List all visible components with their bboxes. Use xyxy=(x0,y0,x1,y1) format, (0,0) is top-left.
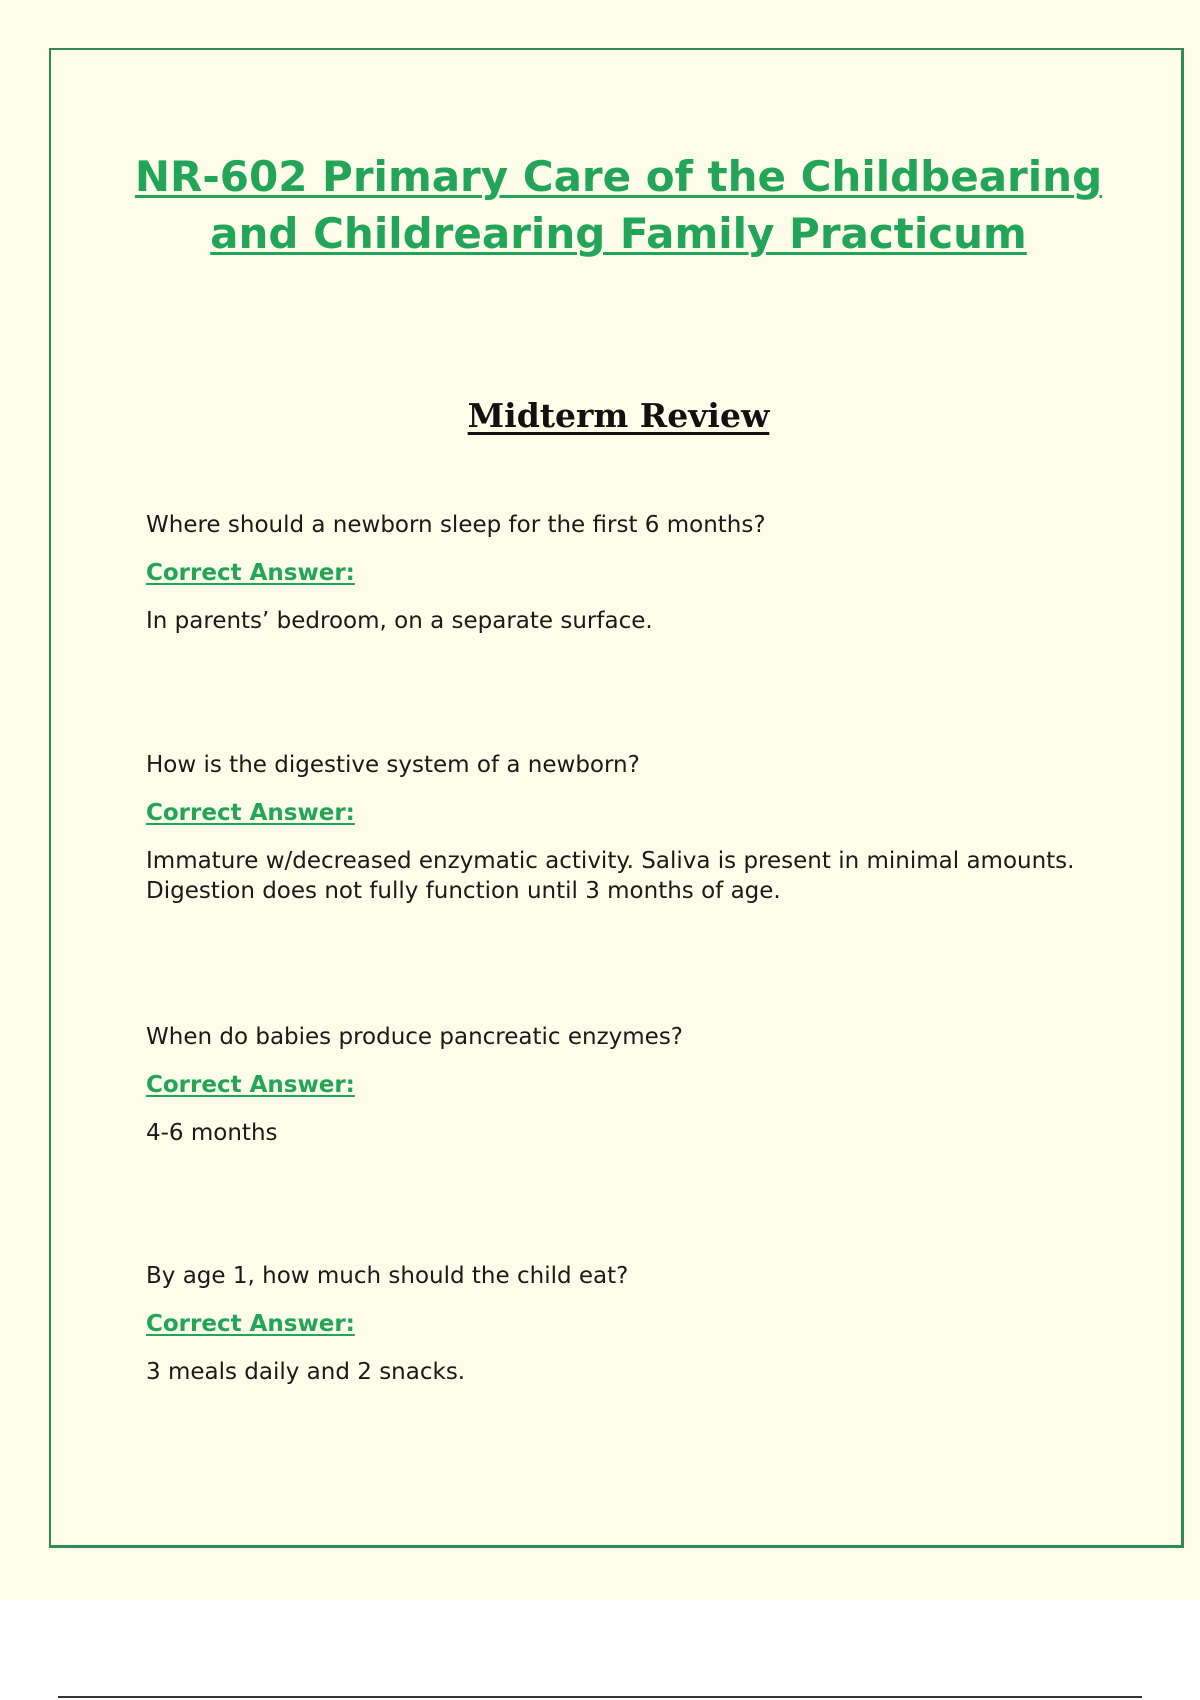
document-subtitle xyxy=(51,396,1186,435)
answer-label: Correct Answer: xyxy=(146,1072,355,1098)
answer-text: Immature w/decreased enzymatic activity. Saliva is present in minimal amounts. Digestion does not fully function until 3 months of age. xyxy=(146,848,1075,904)
qa-item xyxy=(146,1022,1106,1148)
document-title xyxy=(51,148,1186,262)
answer-label: Correct Answer: xyxy=(146,560,355,586)
question-text: By age 1, how much should the child eat? xyxy=(146,1263,629,1289)
footer-divider xyxy=(58,1696,1142,1698)
qa-item xyxy=(146,510,1106,636)
answer-label: Correct Answer: xyxy=(146,1311,355,1337)
document-frame xyxy=(49,48,1184,1548)
question-text: When do babies produce pancreatic enzymes? xyxy=(146,1024,684,1050)
question-text: How is the digestive system of a newborn? xyxy=(146,752,640,778)
subtitle-text: Midterm Review xyxy=(467,396,770,435)
title-line-1: NR-602 Primary Care of the Childbearing xyxy=(134,152,1103,201)
question-text: Where should a newborn sleep for the first 6 months? xyxy=(146,512,766,538)
answer-text: 3 meals daily and 2 snacks. xyxy=(146,1359,466,1385)
qa-item xyxy=(146,1261,1106,1387)
answer-text: In parents’ bedroom, on a separate surface. xyxy=(146,608,653,634)
answer-text: 4-6 months xyxy=(146,1120,278,1146)
qa-item xyxy=(146,750,1106,906)
answer-label: Correct Answer: xyxy=(146,800,355,826)
title-line-2: and Childrearing Family Practicum xyxy=(210,209,1027,258)
